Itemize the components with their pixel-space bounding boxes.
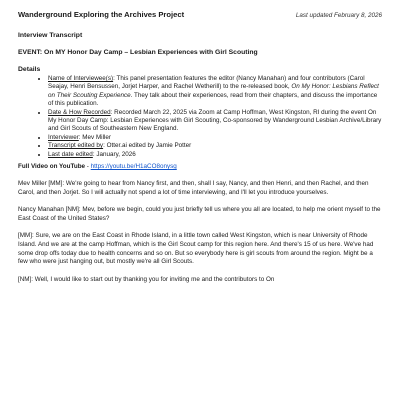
detail-interviewer (48, 134, 382, 142)
video-label: Full Video on YouTube (18, 163, 86, 171)
transcript-paragraph: [NM]: Well, I would like to start out by thanking you for inviting me and the contributors to On (18, 275, 275, 283)
site-title: Wanderground Exploring the Archives Project (18, 10, 185, 19)
detail-recorded (48, 109, 382, 134)
last-updated-date: Last updated February 8, 2026 (295, 12, 382, 19)
transcript-paragraph: [MM]: Sure, we are on the East Coast in Rhode Island, in a little town called West Kingston, which is near University of Rhode Island. And we are at the camp Hoffman, which is the Girl Scout camp for this region here. And there's 15 of us here. We've had some drop offs today due to health concerns and so on. But so everybody here is girl scouts from around the region. Might be a few who were just hanging out, but mostly we're all Girl Scouts. (18, 232, 374, 266)
details-list (18, 75, 382, 159)
detail-transcript-editor (48, 142, 382, 150)
recorded-label: Date & How Recorded (48, 108, 111, 116)
video-separator: - (85, 163, 91, 171)
transcript-label: Transcript edited by (48, 142, 104, 150)
interviewees-text: : This panel presentation features the editor (Nancy Manahan) and four contributors (Carol Seajay, Henri Bensussen, Jorjet Harper, and Rachel Wetherill) to the re-released book, (48, 75, 365, 91)
youtube-link[interactable]: https://youtu.be/H1aCO8onysg (90, 163, 177, 171)
interviewees-tail: . They talk about their experiences, read from their chapters, and discuss the importance of this publication. (48, 91, 378, 108)
document-heading: Interview Transcript (18, 32, 83, 39)
detail-last-edited (48, 151, 382, 159)
transcript-text: : Otter.ai edited by Jamie Potter (103, 142, 192, 150)
last-edited-text: : January, 2026 (92, 150, 136, 158)
page-header (18, 10, 382, 19)
interviewer-text: : Mev Miller (78, 133, 111, 141)
transcript-paragraph: Mev Miller [MM]: We're going to hear from Nancy first, and then, shall I say, Nancy, and then Henri, and then Rachel, and then Carol, and then Jorjet. So I will actually not spend a lot of time interviewing, and I'll let you introduce yourselves. (18, 180, 369, 196)
interviewees-label: Name of Interviewee(s) (48, 75, 114, 82)
recorded-text: : Recorded March 22, 2025 via Zoom at Camp Hoffman, West Kingston, RI during the event On My Honor Day Camp: Lesbian Experiences with Girl Scouting, Co-sponsored by Wanderground Lesbian Archive/Library and Girl Scouts of Southeastern New England. (48, 108, 382, 133)
interviewer-label: Interviewer (48, 133, 79, 141)
last-edited-label: Last date edited (48, 150, 93, 158)
video-line (18, 163, 382, 170)
details-heading: Details (18, 66, 41, 73)
transcript-paragraph: Nancy Manahan [NM]: Mev, before we begin, could you just briefly tell us where you all are located, to help me orient myself to the East Coast of the United States? (18, 206, 381, 222)
event-title: EVENT: On MY Honor Day Camp – Lesbian Experiences with Girl Scouting (18, 49, 258, 56)
book-title: On My Honor: Lesbians Reflect on Their Scouting Experience (48, 83, 379, 99)
detail-interviewees (48, 75, 382, 109)
